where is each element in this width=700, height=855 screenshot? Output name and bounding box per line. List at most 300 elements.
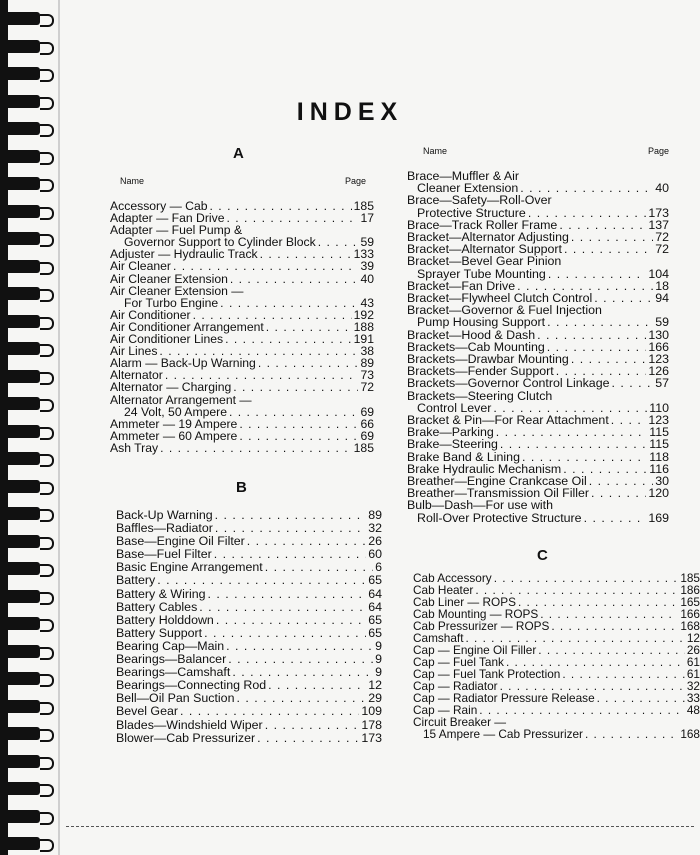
dot-leader <box>548 268 647 280</box>
index-entry <box>110 418 374 430</box>
binding-hook <box>40 784 54 797</box>
page-title: INDEX <box>296 98 404 126</box>
entry-name: Bracket—Flywheel Clutch Control <box>407 291 593 306</box>
entry-page: 65 <box>368 625 382 640</box>
index-entry <box>110 442 374 454</box>
binding-hook <box>40 234 54 247</box>
entry-name: Breather—Engine Crankcase Oil <box>407 474 587 489</box>
entry-page: 192 <box>353 307 374 322</box>
binding-ring <box>0 480 58 493</box>
entry-name: Brackets—Steering Clutch <box>407 388 553 403</box>
binding-hook <box>40 757 54 770</box>
dot-leader <box>562 668 685 680</box>
entry-name: Battery <box>116 573 156 588</box>
index-entry <box>110 273 374 285</box>
entry-page: 89 <box>368 508 382 522</box>
page-edge <box>58 0 60 855</box>
entry-page: 39 <box>360 259 374 274</box>
binding-hole <box>0 260 40 273</box>
entry-page: 64 <box>368 599 382 614</box>
entry-page: 9 <box>375 665 382 680</box>
binding-hole <box>0 315 40 328</box>
dot-leader <box>210 200 352 212</box>
entry-name: Bracket—Alternator Support <box>407 242 562 257</box>
entry-name: Brake—Steering <box>407 437 498 452</box>
entry-name: Governor Support to Cylinder Block <box>124 235 316 250</box>
entry-name: Baffles—Radiator <box>116 521 213 536</box>
binding-hole <box>0 177 40 190</box>
dot-leader <box>260 248 352 260</box>
binding-hook <box>40 537 54 550</box>
binding-ring <box>0 535 58 548</box>
binding-hole <box>0 150 40 163</box>
entry-page: 29 <box>368 691 382 706</box>
dot-leader <box>265 561 373 574</box>
entry-page: 130 <box>648 327 669 342</box>
entry-name: Roll-Over Protective Structure <box>417 510 582 525</box>
entry-name: Camshaft <box>413 631 464 645</box>
entry-page: 173 <box>648 205 669 220</box>
entry-name: Brackets—Drawbar Mounting <box>407 352 569 367</box>
dot-leader <box>265 719 360 732</box>
entry-name: Adjuster — Hydraulic Track <box>110 247 258 262</box>
binding-hole <box>0 727 40 740</box>
entry-name: 15 Ampere — Cab Pressurizer <box>423 727 583 741</box>
column-header-name-right: Name <box>423 146 448 156</box>
index-entry <box>116 719 382 732</box>
binding-ring <box>0 342 58 355</box>
dot-leader <box>547 316 653 328</box>
index-entry <box>116 627 382 640</box>
binding-hook <box>40 509 54 522</box>
entry-page: 123 <box>648 352 669 367</box>
entry-name: Air Cleaner <box>110 259 171 274</box>
entry-page: 72 <box>360 380 374 395</box>
binding-hook <box>40 372 54 385</box>
entry-name: Protective Structure <box>417 205 526 220</box>
dot-leader <box>199 601 366 614</box>
index-entry <box>407 377 669 389</box>
dot-leader <box>226 640 373 653</box>
binding-ring <box>0 727 58 740</box>
entry-page: 188 <box>353 319 374 334</box>
binding-hook <box>40 647 54 660</box>
binding-hole <box>0 40 40 53</box>
binding-hole <box>0 205 40 218</box>
dot-leader <box>597 692 685 704</box>
binding-hole <box>0 755 40 768</box>
entry-name: Bracket—Governor & Fuel Injection <box>407 303 602 318</box>
spiral-binding <box>0 0 62 855</box>
entry-name: Alternator Arrangement — <box>110 392 252 407</box>
index-entry <box>110 285 374 297</box>
entry-page: 64 <box>368 586 382 601</box>
dot-leader <box>589 475 653 487</box>
binding-hole <box>0 425 40 438</box>
binding-hook <box>40 702 54 715</box>
binding-hook <box>40 592 54 605</box>
entry-page: 115 <box>649 437 669 452</box>
entry-page: 43 <box>360 295 374 310</box>
entry-name: Bracket—Alternator Adjusting <box>407 230 569 245</box>
entry-name: Cab Heater <box>413 583 474 597</box>
index-entry <box>407 194 669 206</box>
binding-hole <box>0 700 40 713</box>
dot-leader <box>611 377 653 389</box>
entry-page: 126 <box>648 364 669 379</box>
binding-hook <box>40 454 54 467</box>
index-entry <box>116 732 382 745</box>
entry-name: Bearing Cap—Main <box>116 638 225 653</box>
entry-name: Air Cleaner Extension <box>110 271 228 286</box>
entry-page: 120 <box>648 486 669 501</box>
dot-leader <box>585 728 678 740</box>
dot-leader <box>528 207 647 219</box>
entry-page: 69 <box>360 428 374 443</box>
entry-name: Battery Support <box>116 625 203 640</box>
entry-name: Adapter — Fuel Pump & <box>110 223 243 238</box>
dot-leader <box>157 574 366 587</box>
page-bottom-rule <box>66 826 694 829</box>
entry-name: Brackets—Governor Control Linkage <box>407 376 610 391</box>
entry-page: 59 <box>360 235 374 250</box>
binding-ring <box>0 782 58 795</box>
binding-hole <box>0 232 40 245</box>
binding-hook <box>40 729 54 742</box>
binding-hole <box>0 507 40 520</box>
index-entry <box>407 512 669 524</box>
entry-name: Bracket—Fan Drive <box>407 278 516 293</box>
entry-page: 6 <box>375 560 382 575</box>
binding-hole <box>0 782 40 795</box>
entry-page: 166 <box>648 339 669 354</box>
entry-name: Bracket—Bevel Gear Pinion <box>407 254 562 269</box>
entry-page: 94 <box>655 291 669 306</box>
entry-name: 24 Volt, 50 Ampere <box>124 404 227 419</box>
entry-page: 185 <box>353 199 374 213</box>
dot-leader <box>258 357 359 369</box>
entry-name: Basic Engine Arrangement <box>116 560 263 575</box>
dot-leader <box>611 414 647 426</box>
entry-page: 38 <box>360 344 374 359</box>
binding-ring <box>0 755 58 768</box>
dot-leader <box>180 705 359 718</box>
entry-name: Brake Hydraulic Mechanism <box>407 461 562 476</box>
entry-name: Alternator <box>110 368 163 383</box>
index-column-c <box>413 572 700 740</box>
binding-hook <box>40 207 54 220</box>
entry-page: 40 <box>655 181 669 196</box>
binding-hole <box>0 370 40 383</box>
index-entry <box>116 588 382 601</box>
entry-page: 109 <box>361 704 382 719</box>
entry-page: 30 <box>655 474 669 489</box>
index-entry <box>110 394 374 406</box>
binding-hole <box>0 645 40 658</box>
entry-name: Air Conditioner Arrangement <box>110 319 264 334</box>
dot-leader <box>228 653 373 666</box>
dot-leader <box>216 614 366 627</box>
binding-ring <box>0 315 58 328</box>
entry-name: Base—Engine Oil Filter <box>116 534 245 549</box>
dot-leader <box>229 406 358 418</box>
entry-name: Cab Pressurizer — ROPS <box>413 619 550 633</box>
entry-name: Back-Up Warning <box>116 508 213 522</box>
entry-page: 60 <box>368 547 382 562</box>
entry-name: Brackets—Cab Mounting <box>407 339 545 354</box>
entry-name: Alternator — Charging <box>110 380 232 395</box>
dot-leader <box>500 438 647 450</box>
binding-hole <box>0 617 40 630</box>
entry-page: 72 <box>655 242 669 257</box>
section-letter-a: A <box>233 145 244 162</box>
entry-page: 26 <box>368 534 382 549</box>
index-entry <box>407 207 669 219</box>
binding-hook <box>40 427 54 440</box>
entry-page: 18 <box>655 278 669 293</box>
binding-hook <box>40 69 54 82</box>
index-entry <box>116 614 382 627</box>
index-entry <box>110 406 374 418</box>
entry-page: 104 <box>648 266 669 281</box>
dot-leader <box>496 426 647 438</box>
entry-page: 166 <box>680 607 700 621</box>
dot-leader <box>266 321 352 333</box>
entry-name: Blades—Windshield Wiper <box>116 717 263 732</box>
entry-page: 110 <box>649 400 669 415</box>
entry-page: 169 <box>648 510 669 525</box>
binding-hook <box>40 812 54 825</box>
index-entry <box>116 574 382 587</box>
binding-ring <box>0 425 58 438</box>
entry-name: Accessory — Cab <box>110 199 208 213</box>
entry-name: Cab Mounting — ROPS <box>413 607 539 621</box>
binding-hook <box>40 42 54 55</box>
binding-hook <box>40 317 54 330</box>
binding-ring <box>0 590 58 603</box>
entry-page: 89 <box>360 356 374 371</box>
dot-leader <box>591 487 646 499</box>
binding-hole <box>0 397 40 410</box>
dot-leader <box>204 627 366 640</box>
binding-hook <box>40 344 54 357</box>
entry-name: Base—Fuel Filter <box>116 547 212 562</box>
entry-name: Cab Accessory <box>413 571 492 585</box>
entry-name: Bearings—Connecting Rod <box>116 678 267 693</box>
entry-page: 116 <box>649 461 669 476</box>
dot-leader <box>584 512 647 524</box>
entry-page: 115 <box>649 425 669 440</box>
entry-name: Ammeter — 19 Ampere <box>110 416 238 431</box>
binding-hole <box>0 12 40 25</box>
index-entry <box>413 728 700 740</box>
entry-page: 137 <box>648 217 669 232</box>
entry-name: Ash Tray <box>110 440 159 455</box>
entry-page: 173 <box>361 730 382 745</box>
dot-leader <box>233 381 358 393</box>
binding-ring <box>0 150 58 163</box>
entry-name: Air Conditioner Lines <box>110 332 224 347</box>
binding-hole <box>0 67 40 80</box>
entry-page: 185 <box>680 571 700 585</box>
entry-name: Cap — Rain <box>413 703 478 717</box>
entry-page: 133 <box>353 247 374 262</box>
entry-name: Air Cleaner Extension — <box>110 283 244 298</box>
dot-leader <box>559 219 646 231</box>
entry-name: Battery Cables <box>116 599 198 614</box>
binding-ring <box>0 397 58 410</box>
binding-ring <box>0 370 58 383</box>
dot-leader <box>208 588 367 601</box>
dot-leader <box>239 430 358 442</box>
entry-page: 9 <box>375 638 382 653</box>
entry-name: Battery & Wiring <box>116 586 206 601</box>
binding-ring <box>0 837 58 850</box>
binding-ring <box>0 810 58 823</box>
binding-hook <box>40 289 54 302</box>
binding-hole <box>0 342 40 355</box>
index-entry <box>116 705 382 718</box>
entry-name: Adapter — Fan Drive <box>110 211 225 226</box>
dot-leader <box>257 732 359 745</box>
binding-hole <box>0 535 40 548</box>
entry-name: Bearings—Balancer <box>116 652 227 667</box>
binding-hole <box>0 837 40 850</box>
entry-page: 48 <box>686 703 700 717</box>
dot-leader <box>540 608 678 620</box>
dot-leader <box>479 704 685 716</box>
entry-page: 57 <box>655 376 669 391</box>
entry-page: 65 <box>368 612 382 627</box>
entry-page: 26 <box>686 643 700 657</box>
entry-name: Brace—Muffler & Air <box>407 169 520 183</box>
binding-ring <box>0 700 58 713</box>
dot-leader <box>160 442 352 454</box>
entry-name: Bracket & Pin—For Rear Attachment <box>407 413 609 428</box>
entry-page: 168 <box>680 727 700 741</box>
entry-name: Cap — Fuel Tank <box>413 655 504 669</box>
entry-page: 168 <box>680 619 700 633</box>
dot-leader <box>571 353 646 365</box>
index-entry <box>407 268 669 280</box>
binding-ring <box>0 67 58 80</box>
dot-leader <box>551 620 678 632</box>
entry-page: 61 <box>686 655 700 669</box>
entry-name: Control Lever <box>417 400 492 415</box>
entry-name: Sprayer Tube Mounting <box>417 266 546 281</box>
entry-page: 191 <box>353 332 374 347</box>
binding-hole <box>0 287 40 300</box>
entry-name: Ammeter — 60 Ampere <box>110 428 238 443</box>
binding-hole <box>0 810 40 823</box>
binding-hook <box>40 399 54 412</box>
entry-name: Brackets—Fender Support <box>407 364 554 379</box>
entry-name: Cap — Radiator <box>413 679 498 693</box>
binding-ring <box>0 287 58 300</box>
entry-name: Cap — Radiator Pressure Release <box>413 691 595 705</box>
binding-hook <box>40 674 54 687</box>
entry-name: Battery Holddown <box>116 612 214 627</box>
entry-page: 118 <box>649 449 669 464</box>
entry-name: Air Conditioner <box>110 307 191 322</box>
binding-hole <box>0 480 40 493</box>
binding-hole <box>0 672 40 685</box>
index-column-a <box>110 200 374 454</box>
binding-hook <box>40 179 54 192</box>
binding-ring <box>0 12 58 25</box>
entry-name: Bevel Gear <box>116 704 178 719</box>
dot-leader <box>571 231 653 243</box>
index-entry <box>407 316 669 328</box>
entry-page: 59 <box>655 315 669 330</box>
section-letter-b: B <box>236 479 247 496</box>
binding-ring <box>0 617 58 630</box>
entry-page: 185 <box>353 440 374 455</box>
entry-name: Brake—Parking <box>407 425 494 440</box>
binding-hook <box>40 14 54 27</box>
index-entry <box>407 255 669 267</box>
entry-name: Cab Liner — ROPS <box>413 595 516 609</box>
dot-leader <box>537 329 646 341</box>
index-entry <box>116 601 382 614</box>
binding-hook <box>40 564 54 577</box>
binding-ring <box>0 177 58 190</box>
index-entry <box>407 438 669 450</box>
binding-hook <box>40 619 54 632</box>
entry-name: Bulb—Dash—For use with <box>407 498 553 513</box>
binding-hook <box>40 482 54 495</box>
binding-ring <box>0 452 58 465</box>
binding-ring <box>0 40 58 53</box>
entry-page: 61 <box>686 667 700 681</box>
entry-page: 178 <box>361 717 382 732</box>
entry-name: Breather—Transmission Oil Filler <box>407 486 589 501</box>
binding-ring <box>0 205 58 218</box>
entry-name: Bracket—Hood & Dash <box>407 327 536 342</box>
entry-page: 32 <box>686 679 700 693</box>
binding-hole <box>0 452 40 465</box>
entry-page: 9 <box>375 652 382 667</box>
index-entry <box>116 561 382 574</box>
entry-page: 73 <box>360 368 374 383</box>
column-header-page-right: Page <box>648 146 670 156</box>
entry-name: Brace—Safety—Roll-Over <box>407 193 552 208</box>
entry-name: Pump Housing Support <box>417 315 546 330</box>
dot-leader <box>268 679 366 692</box>
binding-ring <box>0 645 58 658</box>
dot-leader <box>225 333 352 345</box>
dot-leader <box>538 644 685 656</box>
dot-leader <box>236 692 366 705</box>
entry-page: 186 <box>680 583 700 597</box>
entry-name: Cap — Engine Oil Filler <box>413 643 537 657</box>
entry-page: 66 <box>360 416 374 431</box>
binding-hole <box>0 590 40 603</box>
dot-leader <box>230 273 359 285</box>
dot-leader <box>318 236 359 248</box>
binding-hole <box>0 562 40 575</box>
dot-leader <box>247 535 366 548</box>
entry-name: Circuit Breaker — <box>413 715 507 729</box>
entry-name: Brace—Track Roller Frame <box>407 217 558 232</box>
binding-hook <box>40 152 54 165</box>
dot-leader <box>594 292 653 304</box>
index-entry <box>110 381 374 393</box>
dot-leader <box>564 243 653 255</box>
binding-hook <box>40 839 54 852</box>
entry-page: 12 <box>686 631 700 645</box>
entry-page: 12 <box>368 678 382 693</box>
